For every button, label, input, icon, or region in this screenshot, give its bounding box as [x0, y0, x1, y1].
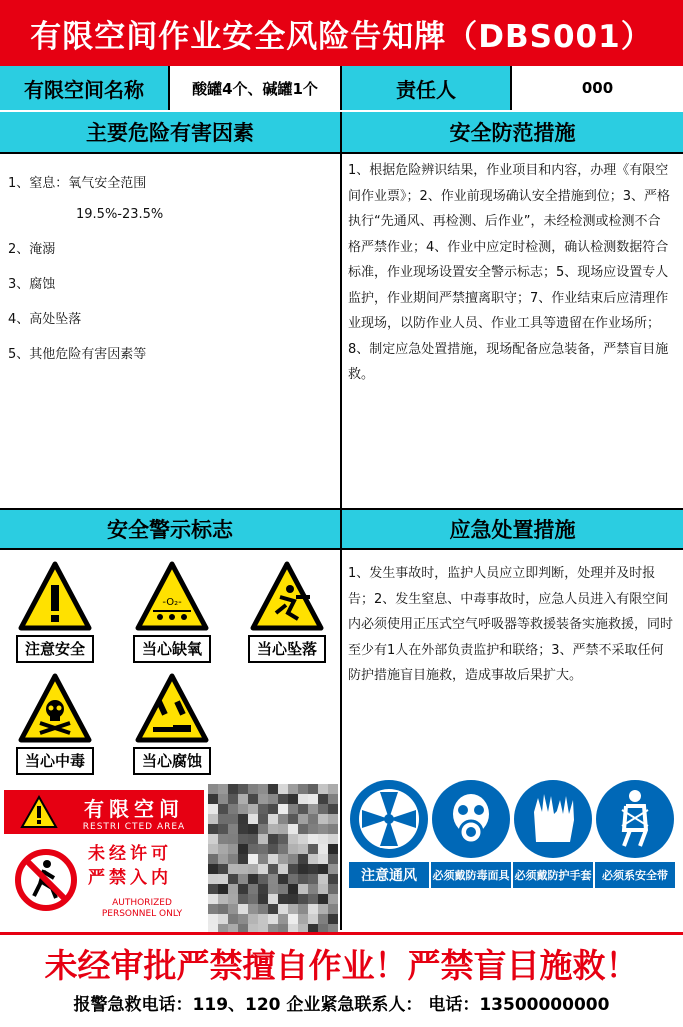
- mandatory-label: 必须系安全带: [595, 862, 675, 888]
- sign-label: 注意安全: [16, 635, 94, 663]
- restricted-en: RESTRI CTED AREA: [82, 821, 186, 832]
- hazard-item: 4、高处坠落: [8, 312, 82, 327]
- hazards-list: [8, 172, 333, 378]
- restricted-area-sign: [4, 790, 204, 928]
- gas-mask-icon: [432, 780, 510, 858]
- forbid-cn-line2: 严禁入内: [88, 868, 172, 888]
- gloves-icon: [514, 780, 592, 858]
- info-row: [0, 66, 683, 114]
- emergency-contact: 报警急救电话：119、120 企业紧急联系人： 电话：13500000000: [73, 995, 610, 1015]
- sign-oxygen: [133, 561, 211, 663]
- restricted-cn: 有限空间: [84, 796, 184, 821]
- caution-icon: [18, 561, 92, 631]
- svg-text:-O₂-: -O₂-: [162, 597, 182, 608]
- sign-label: 当心中毒: [16, 747, 94, 775]
- skull-icon: [18, 673, 92, 743]
- hazard-item: 3、腐蚀: [8, 277, 56, 292]
- sign-label: 当心腐蚀: [133, 747, 211, 775]
- safety-harness-icon: [596, 780, 674, 858]
- no-entry-icon: [14, 848, 78, 912]
- qr-code-image: [208, 784, 338, 932]
- space-name-value: 酸罐4个、碱罐1个: [170, 66, 342, 110]
- space-name-label: 有限空间名称: [0, 66, 170, 110]
- oxygen-deficiency-icon: [135, 561, 209, 631]
- emergency-heading: 应急处置措施: [342, 508, 683, 550]
- ventilation-icon: [350, 780, 428, 858]
- mandatory-label: 注意通风: [349, 862, 429, 888]
- hazard-item: 5、其他危险有害因素等: [8, 347, 147, 362]
- responsible-person-label: 责任人: [342, 66, 512, 110]
- board-title: 有限空间作业安全风险告知牌（DBS001）: [0, 0, 683, 66]
- hazards-heading: 主要危险有害因素: [0, 112, 340, 154]
- mandatory-label: 必须戴防毒面具: [431, 862, 511, 888]
- measures-heading: 安全防范措施: [342, 112, 683, 154]
- sign-label: 当心坠落: [248, 635, 326, 663]
- forbid-cn-line1: 未经许可: [88, 844, 172, 864]
- forbid-en-line1: AUTHORIZED: [112, 898, 172, 908]
- measures-text: 1、根据危险辨识结果，作业项目和内容，办理《有限空间作业票》；2、作业前现场确认安全措施到位；3、严格执行“先通风、再检测、后作业”，未经检测或检测不合格严禁作业；4、作业中应定时检测，确认检测数据符合标准，作业现场设置安全警示标志；5、现场应设置专人监护，作业期间严禁擅离职守；7、作业结束后应清理作业现场，以防作业人员、作业工具等遗留在作业场所；8、制定应急处置措施，现场配备应急装备，严禁盲目施救。: [348, 163, 671, 382]
- slogan: 未经审批严禁擅自作业！严禁盲目施救！: [44, 946, 639, 985]
- hazard-item: 19.5%-23.5%: [76, 207, 164, 222]
- sign-label: 当心缺氧: [133, 635, 211, 663]
- falling-icon: [250, 561, 324, 631]
- sign-caution: [16, 561, 94, 663]
- sign-poison: [16, 673, 94, 775]
- forbid-en-line2: PERSONNEL ONLY: [101, 909, 183, 919]
- sign-corrosion: [133, 673, 211, 775]
- hazard-item: 2、淹溺: [8, 242, 56, 257]
- mandatory-label: 必须戴防护手套: [513, 862, 593, 888]
- corrosion-icon: [135, 673, 209, 743]
- warnings-heading: 安全警示标志: [0, 508, 340, 550]
- hazard-item: 1、窒息：氧气安全范围: [8, 176, 147, 191]
- sign-fall: [248, 561, 326, 663]
- responsible-person-value: 000: [581, 79, 614, 97]
- emergency-text: 1、发生事故时，监护人员应立即判断，处理并及时报告；2、发生窒息、中毒事故时，应急人员进入有限空间内必须使用正压式空气呼吸器等救援装备实施救援，同时至少有1人在外部负责监护和联络；3、严禁不采取任何防护措施盲目施救，造成事故后果扩大。: [348, 566, 674, 683]
- caution-icon: [20, 795, 58, 829]
